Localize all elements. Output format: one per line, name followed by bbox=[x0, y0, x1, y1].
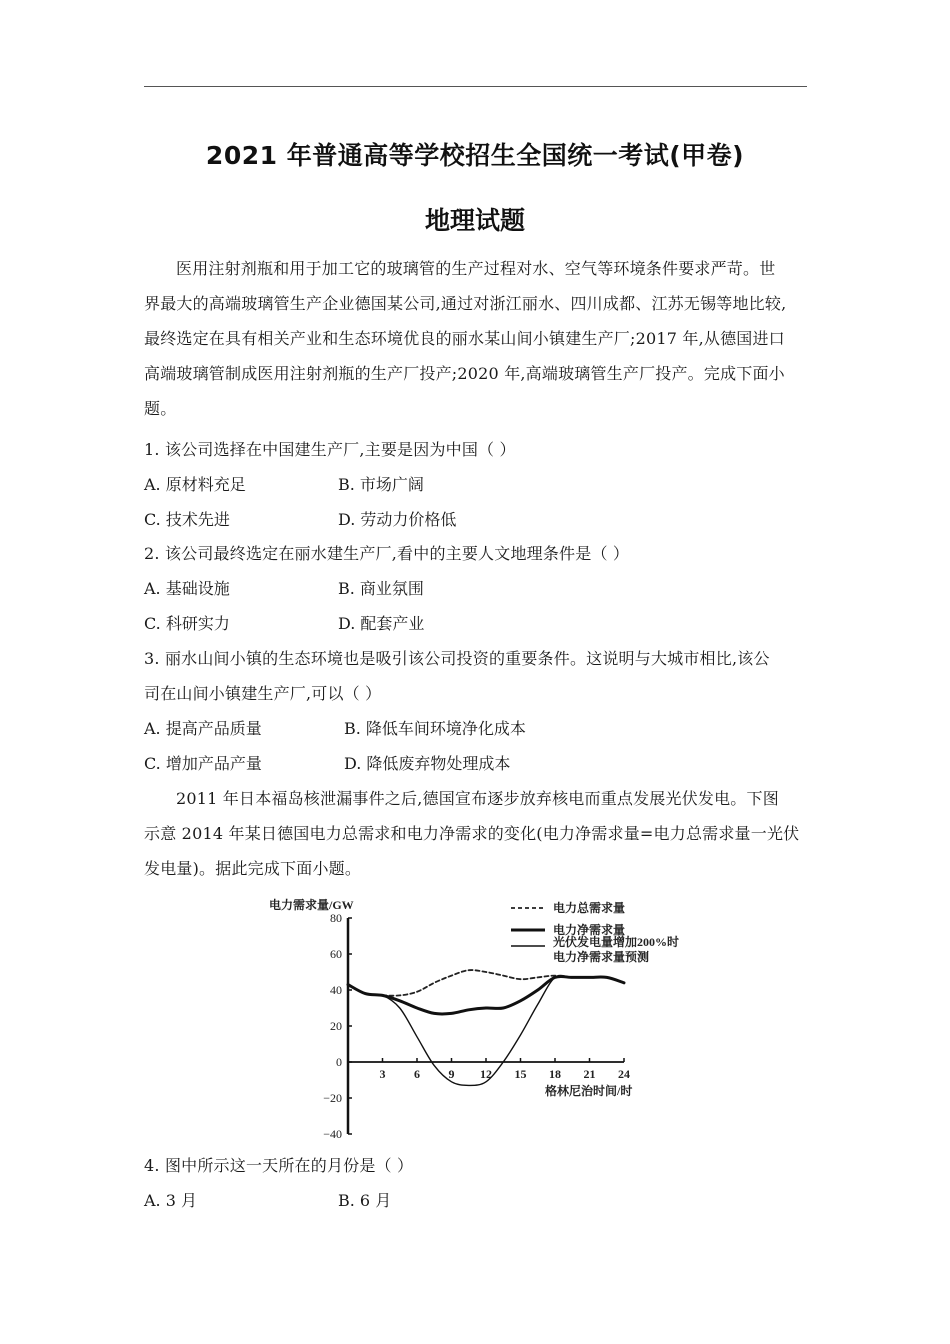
option-b[interactable]: B. 市场广阔 bbox=[338, 475, 424, 494]
exam-subtitle: 地理试题 bbox=[424, 206, 525, 235]
legend-label: 电力总需求量 bbox=[553, 901, 626, 915]
option-d[interactable]: D. 配套产业 bbox=[338, 614, 425, 633]
question-stem: 司在山间小镇建生产厂,可以（ ） bbox=[144, 684, 382, 703]
power-demand-chart bbox=[255, 890, 695, 1150]
series-line-0 bbox=[383, 970, 625, 996]
passage-line: 医用注射剂瓶和用于加工它的玻璃管的生产过程对水、空气等环境条件要求严苛。世 bbox=[176, 259, 776, 278]
svg-text:80: 80 bbox=[330, 911, 342, 925]
passage-line: 最终选定在具有相关产业和生态环境优良的丽水某山间小镇建生产厂;2017 年,从德国进口 bbox=[144, 329, 785, 348]
option-c[interactable]: C. 科研实力 bbox=[144, 614, 230, 633]
x-axis-label: 格林尼治时间/时 bbox=[545, 1084, 633, 1098]
svg-text:18: 18 bbox=[549, 1067, 561, 1081]
passage-line: 题。 bbox=[144, 399, 177, 418]
svg-text:60: 60 bbox=[330, 947, 342, 961]
option-a[interactable]: A. 3 月 bbox=[144, 1191, 197, 1210]
header-rule bbox=[144, 86, 807, 87]
option-a[interactable]: A. 原材料充足 bbox=[144, 475, 246, 494]
svg-text:40: 40 bbox=[330, 983, 342, 997]
svg-text:21: 21 bbox=[583, 1067, 596, 1081]
svg-text:3: 3 bbox=[379, 1067, 386, 1081]
svg-text:−20: −20 bbox=[323, 1091, 342, 1105]
x-axis bbox=[348, 1058, 630, 1081]
passage-line: 示意 2014 年某日德国电力总需求和电力净需求的变化(电力净需求量=电力总需求量一光伏 bbox=[144, 824, 800, 843]
question-stem: 2. 该公司最终选定在丽水建生产厂,看中的主要人文地理条件是（ ） bbox=[144, 544, 630, 563]
option-a[interactable]: A. 提高产品质量 bbox=[144, 719, 262, 738]
svg-text:15: 15 bbox=[514, 1067, 527, 1081]
option-d[interactable]: D. 劳动力价格低 bbox=[338, 510, 457, 529]
svg-text:24: 24 bbox=[618, 1067, 630, 1081]
legend-label: 光伏发电量增加200%时 bbox=[553, 935, 680, 949]
option-c[interactable]: C. 增加产品产量 bbox=[144, 754, 262, 773]
svg-text:6: 6 bbox=[414, 1067, 420, 1081]
question-stem: 1. 该公司选择在中国建生产厂,主要是因为中国（ ） bbox=[144, 440, 516, 459]
option-a[interactable]: A. 基础设施 bbox=[144, 579, 230, 598]
svg-text:12: 12 bbox=[480, 1067, 492, 1081]
svg-text:20: 20 bbox=[330, 1019, 342, 1033]
option-d[interactable]: D. 降低废弃物处理成本 bbox=[344, 754, 511, 773]
y-axis bbox=[323, 911, 352, 1141]
option-b[interactable]: B. 降低车间环境净化成本 bbox=[344, 719, 526, 738]
chart-legend bbox=[511, 900, 679, 964]
option-b[interactable]: B. 6 月 bbox=[338, 1191, 392, 1210]
passage-line: 2011 年日本福岛核泄漏事件之后,德国宣布逐步放弃核电而重点发展光伏发电。下图 bbox=[176, 789, 779, 808]
y-axis-label: 电力需求量/GW bbox=[269, 898, 354, 912]
svg-text:9: 9 bbox=[448, 1067, 455, 1081]
legend-label: 电力净需求量 bbox=[553, 923, 626, 937]
passage-line: 高端玻璃管制成医用注射剂瓶的生产厂投产;2020 年,高端玻璃管生产厂投产。完成下面小 bbox=[144, 364, 785, 383]
question-stem: 4. 图中所示这一天所在的月份是（ ） bbox=[144, 1156, 414, 1175]
question-stem: 3. 丽水山间小镇的生态环境也是吸引该公司投资的重要条件。这说明与大城市相比,该公 bbox=[144, 649, 770, 668]
svg-text:−40: −40 bbox=[323, 1127, 342, 1141]
svg-text:0: 0 bbox=[336, 1055, 342, 1069]
passage-line: 界最大的高端玻璃管生产企业德国某公司,通过对浙江丽水、四川成都、江苏无锡等地比较, bbox=[144, 294, 787, 313]
option-b[interactable]: B. 商业氛围 bbox=[338, 579, 424, 598]
passage-line: 发电量)。据此完成下面小题。 bbox=[144, 859, 362, 878]
legend-label: 电力净需求量预测 bbox=[553, 950, 650, 964]
option-c[interactable]: C. 技术先进 bbox=[144, 510, 230, 529]
exam-title: 2021 年普通高等学校招生全国统一考试(甲卷) bbox=[205, 141, 745, 170]
chart-canvas bbox=[255, 890, 695, 1150]
